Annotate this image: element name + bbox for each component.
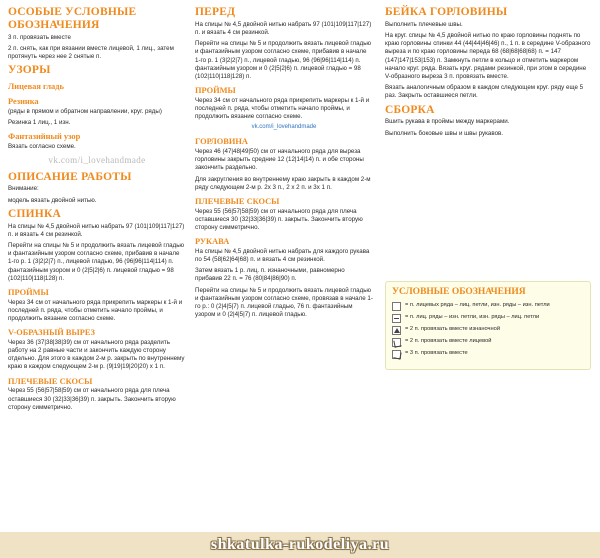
intro-text: 2 п. снять, как при вязании вместе лицевой, 1 лиц., затем протянуть через нее 2 снятые п. xyxy=(8,44,174,61)
section-title-assembly: СБОРКА xyxy=(385,103,435,116)
neckband-paragraph-1: Выполнить плечевые швы. xyxy=(385,20,463,28)
legend-item-label: = п. лиц. ряды – изн. петли, изн. ряды – лиц. петли xyxy=(405,314,540,321)
legend-item-label: = 2 п. провязать вместе изнаночной xyxy=(405,326,500,333)
subsection-fantasy-pattern: Фантазийный узор xyxy=(8,131,81,141)
fantasy-pattern-text: Вязать согласно схеме. xyxy=(8,142,76,150)
section-title-front: ПЕРЕД xyxy=(195,6,236,18)
legend-item xyxy=(392,350,584,359)
column-right xyxy=(385,6,593,141)
v-neck-text: Через 36 (37|38|38|39) см от начального ряда разделить работу на 2 равные части и закончить каждую сторону отдельно. Для этого в каждом 2-м р. закрыть по внутреннему краю в каждом следующем 2-м р. (9|19|19|20|20) х 1 п. xyxy=(8,338,185,371)
subsection-v-neck: V-ОБРАЗНЫЙ ВЫРЕЗ xyxy=(8,328,95,338)
neckband-paragraph-2: На круг. спицы № 4,5 двойной нитью по краю горловины поднять по краю горловины спинки 44 (44|44|46|46) п., 1 п. в середине V-образного выреза и по краю горловины переда 68 (68|68|68|68) п. = 147 (147|147|153|153) п. Замкнуть петли в кольцо и отметить маркером начало круг. ряда. Вязать круг. рядами резинкой, при этом в середине V-образного выреза 3 п. провязать вместе. xyxy=(385,32,591,80)
purl-two-together-symbol-icon xyxy=(392,326,401,335)
section-title-back: СПИНКА xyxy=(8,207,61,220)
neckline-paragraph-2: Для закругления во внутреннему краю закрыть в каждом 2-м ряду следующем 2-м р. 2х 3 п., 2 х 2 п. и 3х 1 п. xyxy=(195,175,371,191)
site-banner xyxy=(0,532,600,558)
section-title-patterns: УЗОРЫ xyxy=(8,64,51,77)
knit-stitch-symbol-icon xyxy=(392,302,401,311)
subsection-armholes-front: ПРОЙМЫ xyxy=(195,86,236,96)
armholes-front-text: Через 34 см от начального ряда прикрепить маркеры к 1-й и последней п. ряда, чтобы отметить начало проймы, и продолжить вязание согласно схеме. xyxy=(195,96,370,121)
front-paragraph-2: Перейти на спицы № 5 и продолжить вязать лицевой гладью и фантазийным узором согласно схеме, прибавив в начале 1-го р. 1 (3|2|2|7) п., лицевой гладью, 96 (96|96|114|114) п. фантазийным узором и 0 (2|5|2|6) п. лицевой гладью = 98 (102|110|118|128) п. xyxy=(195,40,372,80)
armholes-back-text: Через 34 см от начального ряда прикрепить маркеры к 1-й и последней п. ряда, чтобы отметить начало проймы, и продолжить вязание согласно схеме. xyxy=(8,298,183,323)
assembly-paragraph-1: Вшить рукава в проймы между маркерами. xyxy=(385,118,510,126)
column-left xyxy=(8,6,186,415)
legend-item xyxy=(392,302,584,311)
watermark-link-2: vk.com/i_lovehandmade xyxy=(251,124,317,131)
section-title-special-symbols: ОСОБЫЕ УСЛОВНЫЕ ОБОЗНАЧЕНИЯ xyxy=(8,6,137,31)
front-paragraph-1: На спицы № 4,5 двойной нитью набрать 97 (101|109|117|127) п. и вязать 4 см резинкой. xyxy=(195,20,372,37)
assembly-paragraph-2: Выполнить боковые швы и швы рукавов. xyxy=(385,129,504,137)
neckline-paragraph-1: Через 46 (47|48|49|50) см от начального ряда для выреза горловины закрыть средние 12 (12|14|14) п. и обе стороны закончить раздельно. xyxy=(195,147,364,172)
legend-item-label: = п. лицевых ряда – лиц. петли, изн. ряды – изн. петли xyxy=(405,302,550,309)
subsection-shoulder-slopes-back: ПЛЕЧЕВЫЕ СКОСЫ xyxy=(8,376,93,386)
back-paragraph-2: Перейти на спицы № 5 и продолжить вязать лицевой гладью и фантазийным узором согласно схеме, прибавив в начале 1-го р. 1 (3|2|2|7) п., лицевой гладью, 96 (96|96|114|114) п. фантазийным узором и 0 (2|5|2|6) п. лицевой гладью = 98 (102|110|118|128) п. xyxy=(8,242,185,282)
purl-stitch-symbol-icon xyxy=(392,314,401,323)
legend-item xyxy=(392,326,584,335)
subsection-shoulder-slopes-front: ПЛЕЧЕВЫЕ СКОСЫ xyxy=(195,196,280,206)
sleeves-paragraph-3: Перейти на спицы № 5 и продолжить вязать лицевой гладью и фантазийным узором согласно схеме, провязав в начале 1-го р.: 0 (2|4|5|7) п. лицевой гладью, 76 п. фантазийным узором и 0 (2|4|5|7) п. лицевой гладью. xyxy=(195,286,373,319)
legend-box xyxy=(385,281,591,370)
attention-heading: Внимание: xyxy=(8,185,39,193)
attention-text: модель вязать двойной нитью. xyxy=(8,196,97,204)
legend-item xyxy=(392,314,584,323)
legend-title: УСЛОВНЫЕ ОБОЗНАЧЕНИЯ xyxy=(392,287,526,297)
back-paragraph-1: На спицы № 4,5 двойной нитью набрать 97 (101|109|117|127) п. и вязать 4 см резинкой. xyxy=(8,222,185,238)
site-name: shkatulka-rukodeliya.ru xyxy=(210,536,390,554)
knit-two-together-symbol-icon xyxy=(392,338,401,347)
ribbing-text: (ряды в прямом и обратном направлении, круг. ряды) xyxy=(8,107,162,115)
sleeves-paragraph-2: Затем вязать 1 р. лиц. п. изнаночными, равномерно прибавив 22 п. = 76 (80|84|86|90) п. xyxy=(195,267,345,283)
legend-item xyxy=(392,338,584,347)
ribbing-text-2: Резинка 1 лиц., 1 изн. xyxy=(8,118,71,126)
subsection-ribbing: Резинка xyxy=(8,96,39,106)
knit-three-together-symbol-icon xyxy=(392,350,401,359)
subsection-sleeves: РУКАВА xyxy=(195,237,230,247)
sleeves-paragraph-1: На спицы № 4,5 двойной нитью набрать для каждого рукава по 54 (58|62|64|68) п. и вязать 4 см резинкой. xyxy=(195,247,370,263)
subsection-stockinette: Лицевая гладь xyxy=(8,82,64,92)
legend-item-label: = 2 п. провязать вместе лицевой xyxy=(405,338,492,345)
shoulder-slopes-front-text: Через 55 (56|57|58|59) см от начального ряда для плеча оставшиеся 30 (32|33|36|39) п. закрыть. Закончить вторую сторону симметрично. xyxy=(195,207,363,231)
subsection-armholes-back: ПРОЙМЫ xyxy=(8,288,49,298)
column-middle xyxy=(195,6,373,322)
section-title-neckband: БЕЙКА ГОРЛОВИНЫ xyxy=(385,6,508,18)
legend-item-label: = 3 п. провязать вместе xyxy=(405,350,468,357)
neckband-paragraph-3: Вязать аналогичным образом в каждом следующем круг. ряду еще 5 раз. Закрыть оставшиеся петли. xyxy=(385,84,584,100)
shoulder-slopes-back-text: Через 55 (56|57|58|59) см от начального ряда для плеча оставшиеся 30 (32|33|36|39) п. закрыть. Закончить вторую сторону симметрично. xyxy=(8,387,176,411)
intro-heading: 3 п. провязать вместе xyxy=(8,33,71,41)
section-title-work-description: ОПИСАНИЕ РАБОТЫ xyxy=(8,170,132,183)
watermark-link-1: vk.com/i_lovehandmade xyxy=(48,154,146,165)
subsection-neckline: ГОРЛОВИНА xyxy=(195,137,248,147)
